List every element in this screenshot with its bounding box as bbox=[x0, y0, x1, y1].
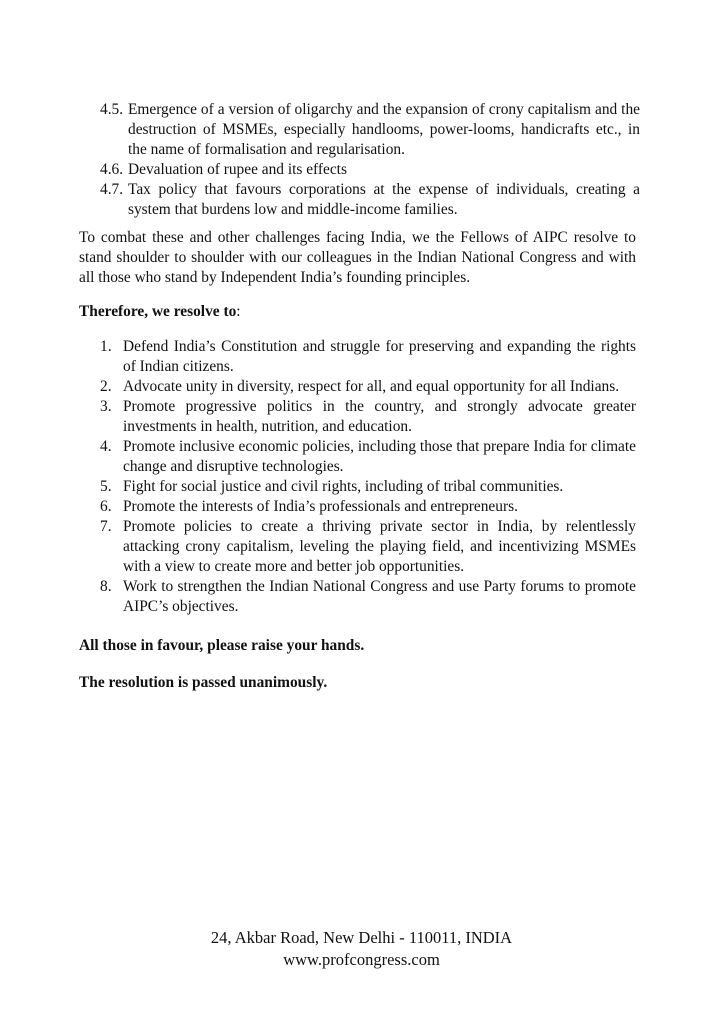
item-number: 7. bbox=[100, 518, 112, 535]
item-number: 4.7. bbox=[100, 181, 124, 198]
list-item bbox=[100, 100, 640, 160]
item-number: 3. bbox=[100, 398, 112, 415]
item-number: 4.6. bbox=[100, 161, 124, 178]
item-text: Fight for social justice and civil rights, including of tribal communities. bbox=[123, 478, 564, 495]
list-item bbox=[100, 477, 636, 497]
item-text: Promote progressive politics in the country, and strongly advocate greater investments in health, nutrition, and education. bbox=[123, 398, 636, 435]
item-number: 8. bbox=[100, 578, 112, 595]
item-text: Devaluation of rupee and its effects bbox=[128, 161, 347, 178]
resolutions-list bbox=[100, 337, 636, 617]
item-text: Emergence of a version of oligarchy and the expansion of crony capitalism and the destruction of MSMEs, especially handlooms, power-looms, handicrafts etc., in the name of formalisation and regularisation. bbox=[128, 101, 640, 158]
item-number: 1. bbox=[100, 338, 112, 355]
list-item bbox=[100, 497, 636, 517]
page-footer bbox=[0, 927, 713, 971]
footer-website: www.profcongress.com bbox=[283, 950, 440, 969]
resolve-heading-tail: : bbox=[236, 303, 241, 320]
list-item bbox=[100, 397, 636, 437]
list-item bbox=[100, 437, 636, 477]
item-number: 6. bbox=[100, 498, 112, 515]
item-text: Defend India’s Constitution and struggle for preserving and expanding the rights of Indian citizens. bbox=[123, 338, 636, 375]
item-text: Promote policies to create a thriving private sector in India, by relentlessly attacking crony capitalism, leveling the playing field, and incentivizing MSMEs with a view to create more and better job opportunities. bbox=[123, 518, 636, 575]
item-number: 2. bbox=[100, 378, 112, 395]
list-item bbox=[100, 160, 640, 180]
list-item bbox=[100, 180, 640, 220]
footer-address: 24, Akbar Road, New Delhi - 110011, INDIA bbox=[210, 928, 513, 947]
list-item bbox=[100, 377, 636, 397]
item-text: Promote the interests of India’s professionals and entrepreneurs. bbox=[123, 498, 518, 515]
resolve-heading bbox=[79, 302, 241, 322]
intro-paragraph: To combat these and other challenges facing India, we the Fellows of AIPC resolve to stand shoulder to shoulder with our colleagues in the Indian National Congress and with all those who stand by Independent India’s founding principles. bbox=[79, 229, 636, 286]
list-item bbox=[100, 517, 636, 577]
list-item bbox=[100, 337, 636, 377]
passed-line: The resolution is passed unanimously. bbox=[79, 674, 328, 691]
item-text: Advocate unity in diversity, respect for all, and equal opportunity for all Indians. bbox=[123, 378, 620, 395]
item-number: 5. bbox=[100, 478, 112, 495]
challenges-list bbox=[100, 100, 640, 220]
item-number: 4.5. bbox=[100, 101, 124, 118]
item-text: Work to strengthen the Indian National Congress and use Party forums to promote AIPC’s objectives. bbox=[123, 578, 636, 615]
favour-line: All those in favour, please raise your hands. bbox=[79, 637, 365, 654]
item-number: 4. bbox=[100, 438, 112, 455]
list-item bbox=[100, 577, 636, 617]
item-text: Promote inclusive economic policies, including those that prepare India for climate change and disruptive technologies. bbox=[123, 438, 636, 475]
item-text: Tax policy that favours corporations at the expense of individuals, creating a system that burdens low and middle-income families. bbox=[128, 181, 640, 218]
resolve-heading-bold: Therefore, we resolve to bbox=[79, 303, 237, 320]
